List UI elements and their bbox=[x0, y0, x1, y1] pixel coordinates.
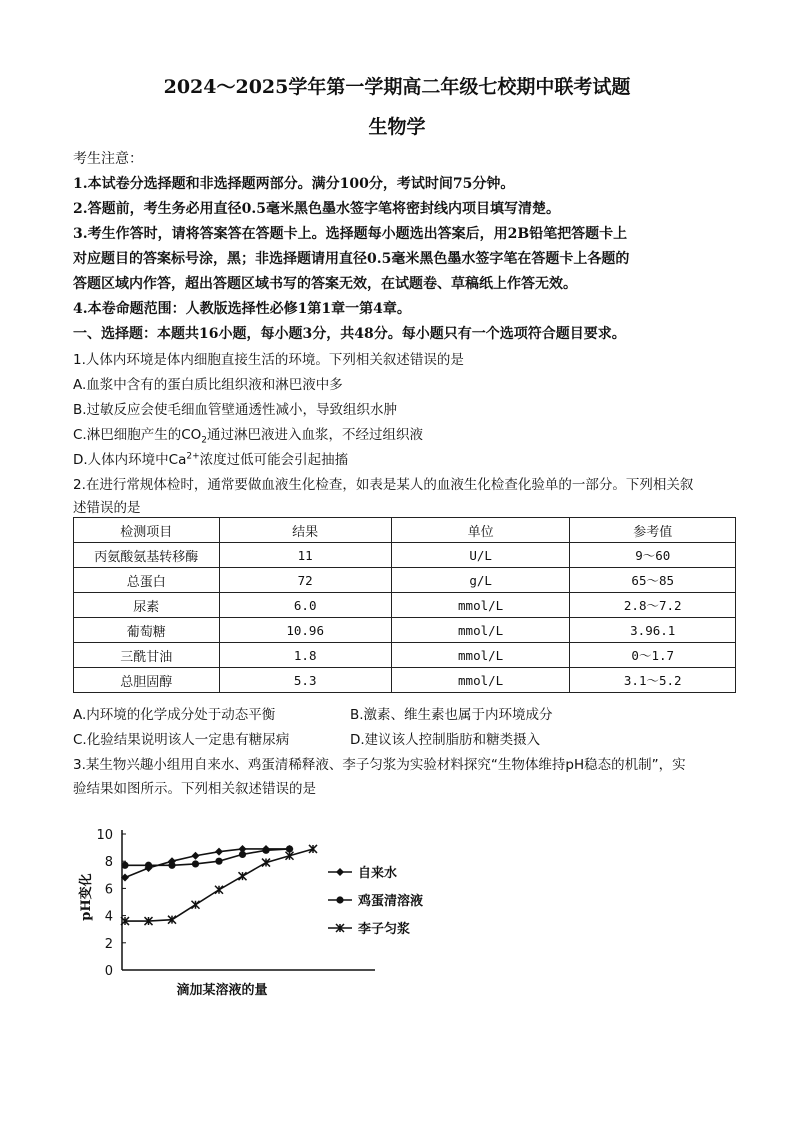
data-point bbox=[145, 862, 152, 869]
legend-marker bbox=[336, 896, 343, 903]
question-2-stem-cont: 述错误的是 bbox=[73, 500, 141, 516]
question-2-stem: 2.在进行常规体检时，通常要做血液生化检查，如表是某人的血液生化检查化验单的一部分。下列相关叙 bbox=[73, 477, 694, 493]
table-row bbox=[74, 668, 736, 693]
y-tick-label: 10 bbox=[96, 828, 113, 843]
table-cell: 1.8 bbox=[219, 643, 391, 668]
table-header: 检测项目 bbox=[74, 518, 220, 543]
question-3-stem: 3.某生物兴趣小组用自来水、鸡蛋清稀释液、李子匀浆为实验材料探究“生物体维持pH稳态的机制”，实 bbox=[73, 757, 686, 773]
notice-item: 2.答题前，考生务必用直径0.5毫米黑色墨水签字笔将密封线内项目填写清楚。 bbox=[73, 201, 560, 217]
blood-test-table bbox=[73, 517, 736, 693]
notice-item: 3.考生作答时，请将答案答在答题卡上。选择题每小题选出答案后，用2B铅笔把答题卡上 bbox=[73, 226, 628, 242]
question-2-option-b: B.激素、维生素也属于内环境成分 bbox=[350, 707, 553, 723]
table-cell: 三酰甘油 bbox=[74, 643, 220, 668]
y-tick-label: 4 bbox=[104, 909, 113, 925]
table-cell: 总胆固醇 bbox=[74, 668, 220, 693]
notice-item: 答题区域内作答，超出答题区域书写的答案无效，在试题卷、草稿纸上作答无效。 bbox=[73, 276, 577, 292]
question-1-option-b: B.过敏反应会使毛细血管壁通透性减小，导致组织水肿 bbox=[73, 402, 398, 418]
table-header: 结果 bbox=[219, 518, 391, 543]
data-point bbox=[239, 872, 247, 880]
data-point bbox=[121, 862, 128, 869]
question-1-option-c: C.淋巴细胞产生的$CO_2$通过淋巴液进入血浆，不经过组织液 bbox=[73, 427, 424, 446]
table-cell: mmol/L bbox=[391, 618, 570, 643]
table-cell: 10.96 bbox=[219, 618, 391, 643]
question-2-option-c: C.化验结果说明该人一定患有糖尿病 bbox=[73, 732, 290, 748]
table-header-row bbox=[74, 518, 736, 543]
table-cell: mmol/L bbox=[391, 668, 570, 693]
table-cell: 尿素 bbox=[74, 593, 220, 618]
data-point bbox=[192, 852, 200, 860]
data-point bbox=[239, 851, 246, 858]
legend-marker bbox=[336, 868, 344, 876]
ph-change-chart bbox=[70, 810, 460, 1005]
section-heading: 一、选择题：本题共16小题，每小题3分，共48分。每小题只有一个选项符合题目要求。 bbox=[73, 326, 626, 342]
question-1-stem: 1.人体内环境是体内细胞直接生活的环境。下列相关叙述错误的是 bbox=[73, 352, 464, 368]
question-1-option-d: D.人体内环境中$Ca^{2+}$浓度过低可能会引起抽搐 bbox=[73, 451, 349, 468]
legend-label: 自来水 bbox=[358, 866, 398, 881]
y-tick-label: 2 bbox=[104, 936, 113, 952]
table-cell: 3.1～5.2 bbox=[570, 668, 736, 693]
y-tick-label: 6 bbox=[104, 882, 113, 898]
table-row bbox=[74, 593, 736, 618]
subject-title: 生物学 bbox=[368, 116, 426, 138]
table-cell: 丙氨酸氨基转移酶 bbox=[74, 543, 220, 568]
notice-item: 4.本卷命题范围：人教版选择性必修1第1章一第4章。 bbox=[73, 301, 411, 317]
y-axis-label: pH变化 bbox=[79, 873, 94, 921]
table-cell: 2.8～7.2 bbox=[570, 593, 736, 618]
table-cell: 72 bbox=[219, 568, 391, 593]
exam-title: 2024～2025学年第一学期高二年级七校期中联考试题 bbox=[163, 76, 631, 98]
data-point bbox=[215, 858, 222, 865]
table-cell: mmol/L bbox=[391, 643, 570, 668]
table-cell: 11 bbox=[219, 543, 391, 568]
table-cell: 0～1.7 bbox=[570, 643, 736, 668]
table-cell: g/L bbox=[391, 568, 570, 593]
data-point bbox=[215, 848, 223, 856]
legend-label: 鸡蛋清溶液 bbox=[358, 894, 424, 909]
data-point bbox=[262, 847, 269, 854]
question-1-option-a: A.血浆中含有的蛋白质比组织液和淋巴液中多 bbox=[73, 377, 343, 393]
notice-item: 1.本试卷分选择题和非选择题两部分。满分100分，考试时间75分钟。 bbox=[73, 176, 515, 192]
data-point bbox=[192, 860, 199, 867]
table-cell: 总蛋白 bbox=[74, 568, 220, 593]
table-cell: 5.3 bbox=[219, 668, 391, 693]
table-header: 单位 bbox=[391, 518, 570, 543]
x-axis-label: 滴加某溶液的量 bbox=[176, 983, 268, 998]
notice-heading: 考生注意： bbox=[73, 151, 143, 167]
table-row bbox=[74, 543, 736, 568]
table-cell: 9～60 bbox=[570, 543, 736, 568]
data-point bbox=[286, 845, 293, 852]
table-cell: 3.96.1 bbox=[570, 618, 736, 643]
question-3-stem-cont: 验结果如图所示。下列相关叙述错误的是 bbox=[73, 781, 316, 797]
question-2-option-d: D.建议该人控制脂肪和糖类摄入 bbox=[350, 732, 541, 748]
table-cell: 葡萄糖 bbox=[74, 618, 220, 643]
table-row bbox=[74, 568, 736, 593]
legend-label: 李子匀浆 bbox=[358, 922, 411, 937]
table-row bbox=[74, 618, 736, 643]
question-2-option-a: A.内环境的化学成分处于动态平衡 bbox=[73, 707, 276, 723]
y-tick-label: 8 bbox=[104, 855, 113, 871]
data-point bbox=[192, 901, 200, 909]
y-tick-label: 0 bbox=[104, 964, 113, 979]
table-header: 参考值 bbox=[570, 518, 736, 543]
table-row bbox=[74, 643, 736, 668]
notice-item: 对应题目的答案标号涂，黑；非选择题请用直径0.5毫米黑色墨水签字笔在答题卡上各题的 bbox=[73, 251, 630, 267]
table-cell: 6.0 bbox=[219, 593, 391, 618]
data-point bbox=[215, 886, 223, 894]
table-cell: 65～85 bbox=[570, 568, 736, 593]
table-cell: U/L bbox=[391, 543, 570, 568]
table-cell: mmol/L bbox=[391, 593, 570, 618]
data-point bbox=[168, 862, 175, 869]
